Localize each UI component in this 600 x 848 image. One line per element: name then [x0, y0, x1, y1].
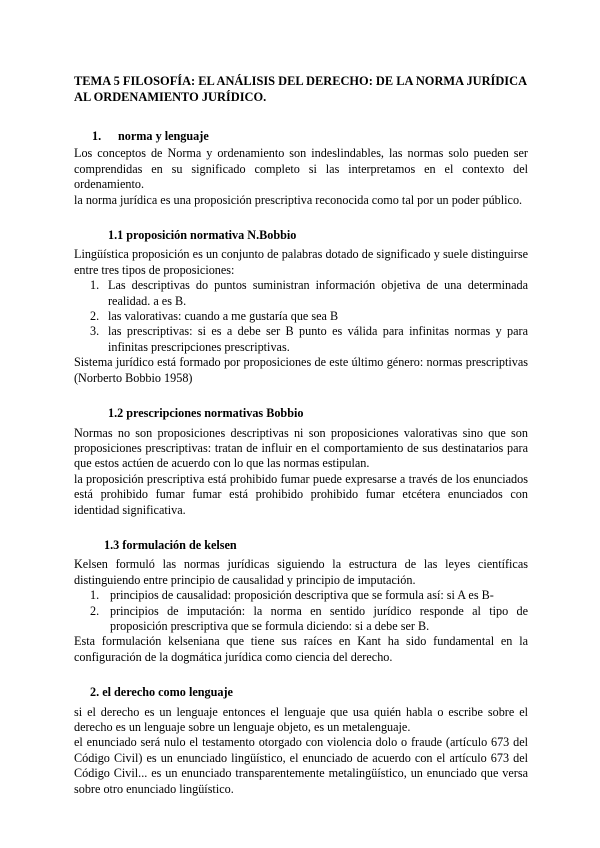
- document-title: TEMA 5 FILOSOFÍA: EL ANÁLISIS DEL DERECHO: DE LA NORMA JURÍDICA AL ORDENAMIENTO JURÍDICO.: [74, 74, 527, 104]
- section-1-3-outro: Esta formulación kelseniana que tiene sus raíces en Kant ha sido fundamental en la configuración de la dogmática jurídica como ciencia del derecho.: [74, 634, 528, 664]
- list-item-number: 2.: [90, 603, 100, 618]
- section-1-title: norma y lenguaje: [118, 129, 209, 143]
- spacer: [74, 518, 528, 538]
- list-item-number: 1.: [90, 278, 100, 293]
- section-1-3-heading: 1.3 formulación de kelsen: [104, 537, 237, 552]
- section-1-paragraph-1: Los conceptos de Norma y ordenamiento son indeslindables, las normas solo pueden ser comprendidas en su significado completo si las interpretamos en el contexto del ordenamiento.: [74, 146, 528, 192]
- section-1-paragraph-2: la norma jurídica es una proposición prescriptiva reconocida como tal por un poder público.: [74, 192, 523, 207]
- section-1-1-intro: Lingüística proposición es un conjunto de palabras dotado de significado y suele distinguirse entre tres tipos de proposiciones:: [74, 247, 528, 277]
- section-1-1-outro: Sistema jurídico está formado por proposiciones de este último género: normas prescriptivas (Norberto Bobbio 1958): [74, 355, 528, 385]
- section-2-paragraph-1: si el derecho es un lenguaje entonces el lenguaje que usa quién habla o escribe sobre el derecho es un lenguaje sobre un lenguaje objeto, es un metalenguaje.: [74, 704, 528, 734]
- list-item: [74, 324, 528, 355]
- spacer: [74, 386, 528, 406]
- list-item-number: 2.: [90, 309, 100, 324]
- list-item-text: principios de causalidad: proposición descriptiva que se formula así: si A es B-: [110, 588, 494, 603]
- list-item: [74, 309, 528, 324]
- section-1-2-heading: 1.2 prescripciones normativas Bobbio: [108, 406, 304, 421]
- section-1-3-list: [74, 588, 528, 634]
- section-2-heading: 2. el derecho como lenguaje: [90, 685, 233, 700]
- list-item-number: 1.: [90, 588, 100, 603]
- list-item-text: Las descriptivas do puntos suministran información objetiva de una determinada realidad. a es B.: [108, 278, 528, 308]
- list-item-text: las prescriptivas: si es a debe ser B punto es válida para infinitas normas y para infinitas prescripciones prescriptivas.: [108, 324, 528, 354]
- list-item: [74, 588, 528, 603]
- section-1-3-intro: Kelsen formuló las normas jurídicas siguiendo la estructura de las leyes científicas distinguiendo entre principio de causalidad y principio de imputación.: [74, 557, 528, 587]
- section-1-number: 1.: [92, 129, 102, 143]
- section-2-paragraph-2: el enunciado será nulo el testamento otorgado con violencia dolo o fraude (artículo 673 del Código Civil) es un enunciado lingüístico, el enunciado de acuerdo con el artículo 673 del Código Civil... es un enunciado transparentemente metalingüístico, un enunciado que versa sobre otro enunciado lingüístico.: [74, 735, 528, 796]
- section-1-1-heading: 1.1 proposición normativa N.Bobbio: [108, 228, 297, 243]
- list-item-text: principios de imputación: la norma en sentido jurídico responde al tipo de proposición prescriptiva que se formula diciendo: si a debe ser B.: [110, 603, 528, 633]
- section-1-1-list: [74, 278, 528, 355]
- spacer: [74, 665, 528, 685]
- list-item: [74, 604, 528, 635]
- list-item: [74, 278, 528, 309]
- section-1-2-paragraph-1: Normas no son proposiciones descriptivas ni son proposiciones valorativas sino que son proposiciones prescriptivas: tratan de influir en el comportamiento de sus destinatarios para que estos actúen de acuerdo con lo que las normas estipulan.: [74, 425, 528, 471]
- list-item-text: las valorativas: cuando a me gustaría que sea B: [108, 309, 339, 324]
- section-1-heading: [74, 129, 528, 144]
- document-body: [74, 73, 528, 797]
- section-1-2-paragraph-2: la proposición prescriptiva está prohibido fumar puede expresarse a través de los enunciados está prohibido fumar fumar está prohibido prohibido fumar etcétera enunciados con identidad significativa.: [74, 471, 528, 517]
- spacer: [74, 208, 528, 228]
- list-item-number: 3.: [90, 324, 100, 339]
